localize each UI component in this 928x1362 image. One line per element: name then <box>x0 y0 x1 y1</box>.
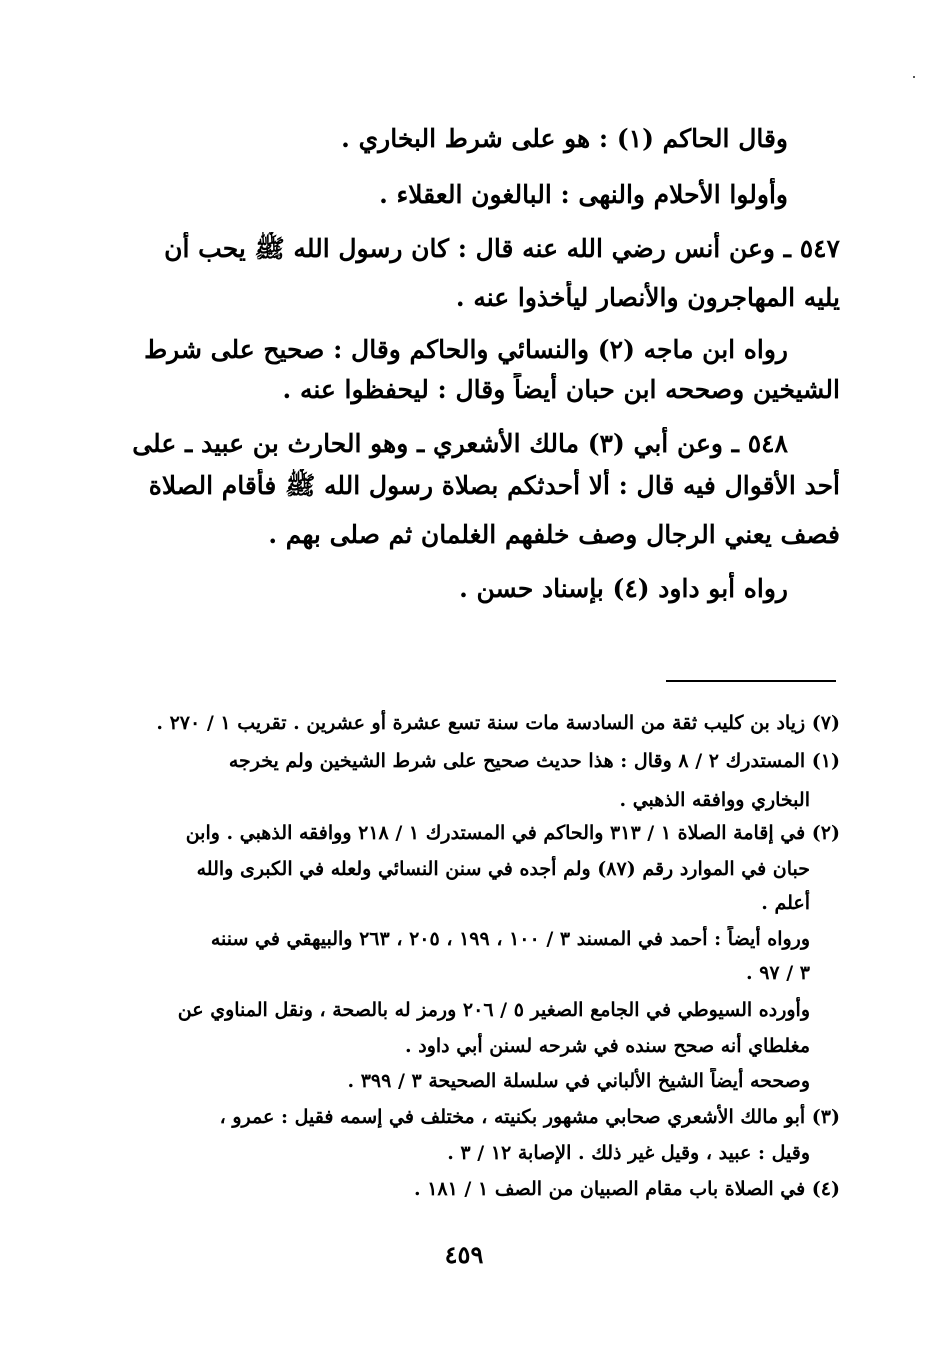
main-line: الشيخين وصححه ابن حبان أيضاً وقال : ليحفظوا عنه . <box>282 375 840 404</box>
footnote-separator <box>666 680 836 682</box>
main-line: فصف يعني الرجال وصف خلفهم الغلمان ثم صلى بهم . <box>268 520 840 549</box>
main-line: وأولوا الأحلام والنهى : البالغون العقلاء . <box>379 180 788 209</box>
footnote-line: مغلطاي أنه صحح سنده في شرحه لسنن أبي داود . <box>405 1035 810 1057</box>
main-line: وقال الحاكم (١) : هو على شرط البخاري . <box>341 124 788 153</box>
footnote-line: وصححه أيضاً الشيخ الألباني في سلسلة الصحيحة ٣ / ٣٩٩ . <box>347 1070 810 1092</box>
footnote-line: حبان في الموارد رقم (٨٧) ولم أجده في سنن النسائي ولعله في الكبرى والله <box>196 858 810 880</box>
footnote-line: وأورده السيوطي في الجامع الصغير ٥ / ٢٠٦ ورمز له بالصحة ، ونقل المناوي عن <box>177 999 810 1021</box>
footnote-line: (٧) زياد بن كليب ثقة من السادسة مات سنة تسع عشرة أو عشرين . تقريب ١ / ٢٧٠ . <box>156 712 840 734</box>
footnote-line: ورواه أيضاً : أحمد في المسند ٣ / ١٠٠ ، ١٩٩ ، ٢٠٥ ، ٢٦٣ والبيهقي في سننه <box>210 928 810 950</box>
footnote-line: (٤) في الصلاة باب مقام الصبيان من الصف ١ / ١٨١ . <box>413 1178 840 1200</box>
main-line: ٥٤٨ ـ وعن أبي (٣) مالك الأشعري ـ وهو الحارث بن عبيد ـ على <box>132 429 788 458</box>
footnote-line: ٣ / ٩٧ . <box>745 962 810 984</box>
main-line: ٥٤٧ ـ وعن أنس رضي الله عنه قال : كان رسول الله ﷺ يحب أن <box>164 234 840 263</box>
page-number: ٤٥٩ <box>444 1240 484 1269</box>
footnote-line: (١) المستدرك ٢ / ٨ وقال : هذا حديث صحيح على شرط الشيخين ولم يخرجه <box>228 750 840 772</box>
footnote-line: وقيل : عبيد ، وقيل غير ذلك . الإصابة ١٢ / ٣ . <box>447 1142 810 1164</box>
main-line: أحد الأقوال فيه قال : ألا أحدثكم بصلاة رسول الله ﷺ فأقام الصلاة <box>148 471 840 500</box>
scan-speck <box>913 76 915 78</box>
main-line: رواه ابن ماجه (٢) والنسائي والحاكم وقال : صحيح على شرط <box>144 335 788 364</box>
main-line: يليه المهاجرون والأنصار ليأخذوا عنه . <box>455 283 840 312</box>
footnote-line: (٢) في إقامة الصلاة ١ / ٣١٣ والحاكم في المستدرك ١ / ٢١٨ ووافقه الذهبي . وابن <box>185 822 840 844</box>
footnote-line: أعلم . <box>761 892 810 914</box>
footnote-line: البخاري ووافقه الذهبي . <box>619 789 810 811</box>
main-line: رواه أبو داود (٤) بإسناد حسن . <box>459 574 788 603</box>
footnote-line: (٣) أبو مالك الأشعري صحابي مشهور بكنيته ، مختلف في إسمه فقيل : عمرو ، <box>219 1106 840 1128</box>
